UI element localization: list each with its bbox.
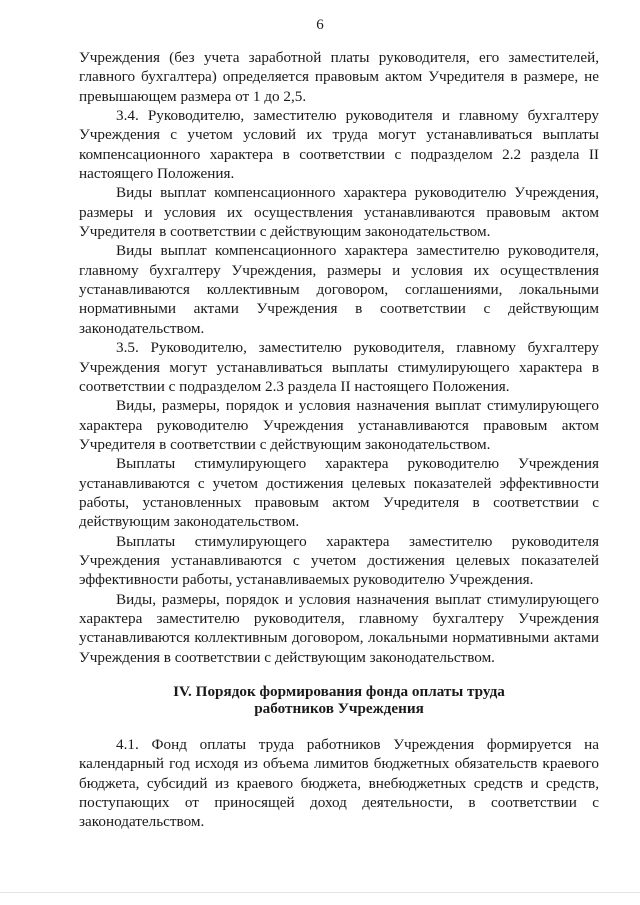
section-text — [79, 735, 599, 832]
section-heading-line-2: работников Учреждения — [254, 700, 424, 717]
paragraph-3-5: 3.5. Руководителю, заместителю руководителя, главному бухгалтеру Учреждения могут устанавливаться выплаты стимулирующего характера в соответствии с подразделом 2.3 раздела II настоящего Положения. — [79, 339, 599, 395]
paragraph-4-1: 4.1. Фонд оплаты труда работников Учреждения формируется на календарный год исходя из объема лимитов бюджетных обязательств краевого бюджета, субсидий из краевого бюджета, внебюджетных средств и средств, поступающих от приносящей доход деятельности, в соответствии с законодательством. — [79, 736, 599, 831]
scan-edge-line — [0, 892, 640, 893]
page-number: 6 — [316, 17, 324, 33]
paragraph-compensation-deputy: Виды выплат компенсационного характера заместителю руководителя, главному бухгалтеру Учреждения, размеры и условия их осуществления устанавливаются коллективным договором, соглашениями, локальными нормативными актами Учреждения в соответствии с действующим законодательством. — [79, 242, 599, 337]
body-text — [79, 48, 599, 667]
paragraph-incentive-head-targets: Выплаты стимулирующего характера руководителю Учреждения устанавливаются с учетом достижения целевых показателей эффективности работы, установленных правовым актом Учредителя в соответствии с действующим законодательством. — [79, 455, 599, 531]
paragraph-3-4: 3.4. Руководителю, заместителю руководителя и главному бухгалтеру Учреждения с учетом условий их труда могут устанавливаться выплаты компенсационного характера в соответствии с подразделом 2.2 раздела II настоящего Положения. — [79, 107, 599, 183]
paragraph-incentive-deputy-targets: Выплаты стимулирующего характера заместителю руководителя Учреждения устанавливаются с учетом достижения целевых показателей эффективности работы, устанавливаемых руководителю Учреждения. — [79, 532, 599, 589]
section-heading-line-1: IV. Порядок формирования фонда оплаты труда — [173, 683, 505, 700]
section-heading — [79, 683, 599, 717]
paragraph-compensation-head: Виды выплат компенсационного характера руководителю Учреждения, размеры и условия их осуществления устанавливаются правовым актом Учредителя в соответствии с действующим законодательством. — [79, 184, 599, 241]
paragraph-incentive-deputy-accountant: Виды, размеры, порядок и условия назначения выплат стимулирующего характера заместителю руководителя, главному бухгалтеру Учреждения устанавливаются коллективным договором, локальными нормативными актами Учреждения в соответствии с действующим законодательством. — [79, 590, 599, 666]
paragraph-continuation: Учреждения (без учета заработной платы руководителя, его заместителей, главного бухгалтера) определяется правовым актом Учредителя в размере, не превышающем размера от 1 до 2,5. — [79, 49, 599, 105]
paragraph-incentive-head: Виды, размеры, порядок и условия назначения выплат стимулирующего характера руководителю Учреждения устанавливаются правовым актом Учредителя в соответствии с действующим законодательством. — [79, 397, 599, 453]
